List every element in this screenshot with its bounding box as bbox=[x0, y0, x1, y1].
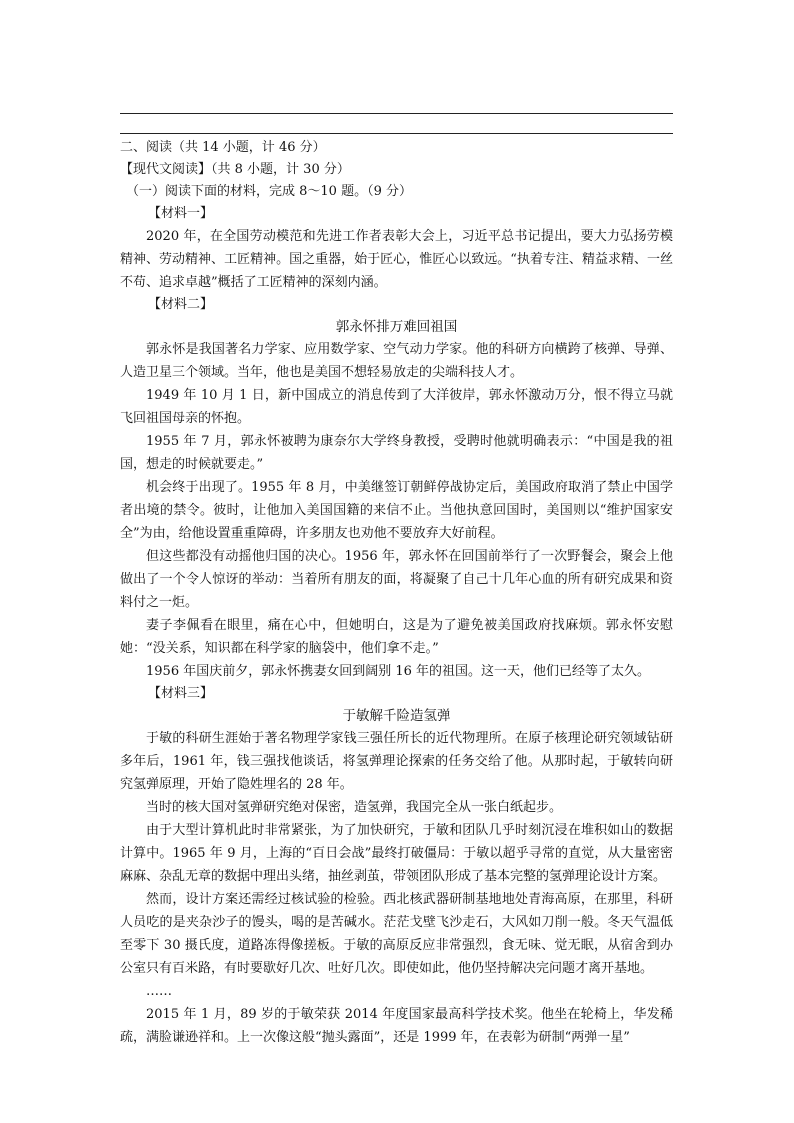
question-instruction: （一）阅读下面的材料，完成 8～10 题。（9 分） bbox=[126, 184, 412, 199]
header-rule-bottom bbox=[120, 133, 673, 134]
material3-paragraph: 2015 年 1 月，89 岁的于敏荣获 2014 年度国家最高科学技术奖。他坐在轮椅上，华发稀疏，满脸谦逊祥和。上一次像这般“抛头露面”，还是 1999 年，在表彰为研制“两弹一星” bbox=[120, 1007, 673, 1045]
material2-title: 郭永怀排万难回祖国 bbox=[335, 319, 458, 335]
material1-paragraph: 2020 年，在全国劳动模范和先进工作者表彰大会上，习近平总书记提出，要大力弘扬劳模精神、劳动精神、工匠精神。国之重器，始于匠心，惟匠心以致远。“执着专注、精益求精、一丝不苟、追求卓越”概括了工匠精神的深刻内涵。 bbox=[120, 229, 673, 290]
material3-paragraph: 当时的核大国对氢弹研究绝对保密，造氢弹，我国完全从一张白纸起步。 bbox=[146, 800, 563, 815]
material3-title: 于敏解千险造氢弹 bbox=[342, 708, 451, 724]
material3-ellipsis: …… bbox=[146, 984, 172, 999]
header-rule-top bbox=[120, 113, 673, 114]
material2-paragraph: 1956 年国庆前夕，郭永怀携妻女回到阔别 16 年的祖国。这一天，他们已经等了太久。 bbox=[146, 664, 651, 679]
material3-label: 【材料三】 bbox=[148, 686, 214, 701]
material2-paragraph: 1949 年 10 月 1 日，新中国成立的消息传到了大洋彼岸，郭永怀激动万分，恨不得立马就飞回祖国母亲的怀抱。 bbox=[120, 388, 673, 426]
material1-label: 【材料一】 bbox=[148, 206, 214, 221]
material3-paragraph: 于敏的科研生涯始于著名物理学家钱三强任所长的近代物理所。在原子核理论研究领域钻研多年后，1961 年，钱三强找他谈话，将氢弹理论探索的任务交给了他。从那时起，于敏转向研究氢弹原理，开始了隐姓埋名的 28 年。 bbox=[120, 731, 673, 792]
material2-paragraph: 妻子李佩看在眼里，痛在心中，但她明白，这是为了避免被美国政府找麻烦。郭永怀安慰她：“没关系，知识都在科学家的脑袋中，他们拿不走。” bbox=[120, 618, 673, 656]
material2-paragraph: 但这些都没有动摇他归国的决心。1956 年，郭永怀在回国前举行了一次野餐会，聚会上他做出了一个令人惊讶的举动：当着所有朋友的面，将凝聚了自己十几年心血的所有研究成果和资料付之一炬。 bbox=[120, 549, 673, 610]
material2-paragraph: 1955 年 7 月，郭永怀被聘为康奈尔大学终身教授，受聘时他就明确表示：“中国是我的祖国，想走的时候就要走。” bbox=[120, 434, 673, 472]
material3-paragraph: 然而，设计方案还需经过核试验的检验。西北核武器研制基地地处青海高原，在那里，科研人员吃的是夹杂沙子的馒头，喝的是苦碱水。茫茫戈壁飞沙走石，大风如刀削一般。冬天气温低至零下 30 摄氏度，道路冻得像搓板。于敏的高原反应非常强烈，食无味、觉无眠，从宿舍到办公室只有百米路，有时要歇好几次、吐好几次。即使如此，他仍坚持解决完问题才离开基地。 bbox=[120, 892, 673, 976]
modern-reading-heading: 【现代文阅读】（共 8 小题，计 30 分） bbox=[120, 162, 350, 177]
material2-label: 【材料二】 bbox=[148, 297, 214, 312]
material2-paragraph: 机会终于出现了。1955 年 8 月，中美继签订朝鲜停战协定后，美国政府取消了禁止中国学者出境的禁令。彼时，让他加入美国国籍的来信不止。当他执意回国时，美国则以“维护国家安全”为由，给他设置重重障碍，许多朋友也劝他不要放弃大好前程。 bbox=[120, 480, 673, 541]
document-page bbox=[120, 137, 673, 1049]
section-title: 二、阅读（共 14 小题，计 46 分） bbox=[120, 140, 326, 155]
material3-paragraph: 由于大型计算机此时非常紧张，为了加快研究，于敏和团队几乎时刻沉浸在堆积如山的数据计算中。1965 年 9 月，上海的“百日会战”最终打破僵局：于敏以超乎寻常的直觉，从大量密密麻麻、杂乱无章的数据中理出头绪，抽丝剥茧，带领团队形成了基本完整的氢弹理论设计方案。 bbox=[120, 823, 673, 884]
material2-paragraph: 郭永怀是我国著名力学家、应用数学家、空气动力学家。他的科研方向横跨了核弹、导弹、人造卫星三个领域。当年，他也是美国不想轻易放走的尖端科技人才。 bbox=[120, 342, 673, 380]
